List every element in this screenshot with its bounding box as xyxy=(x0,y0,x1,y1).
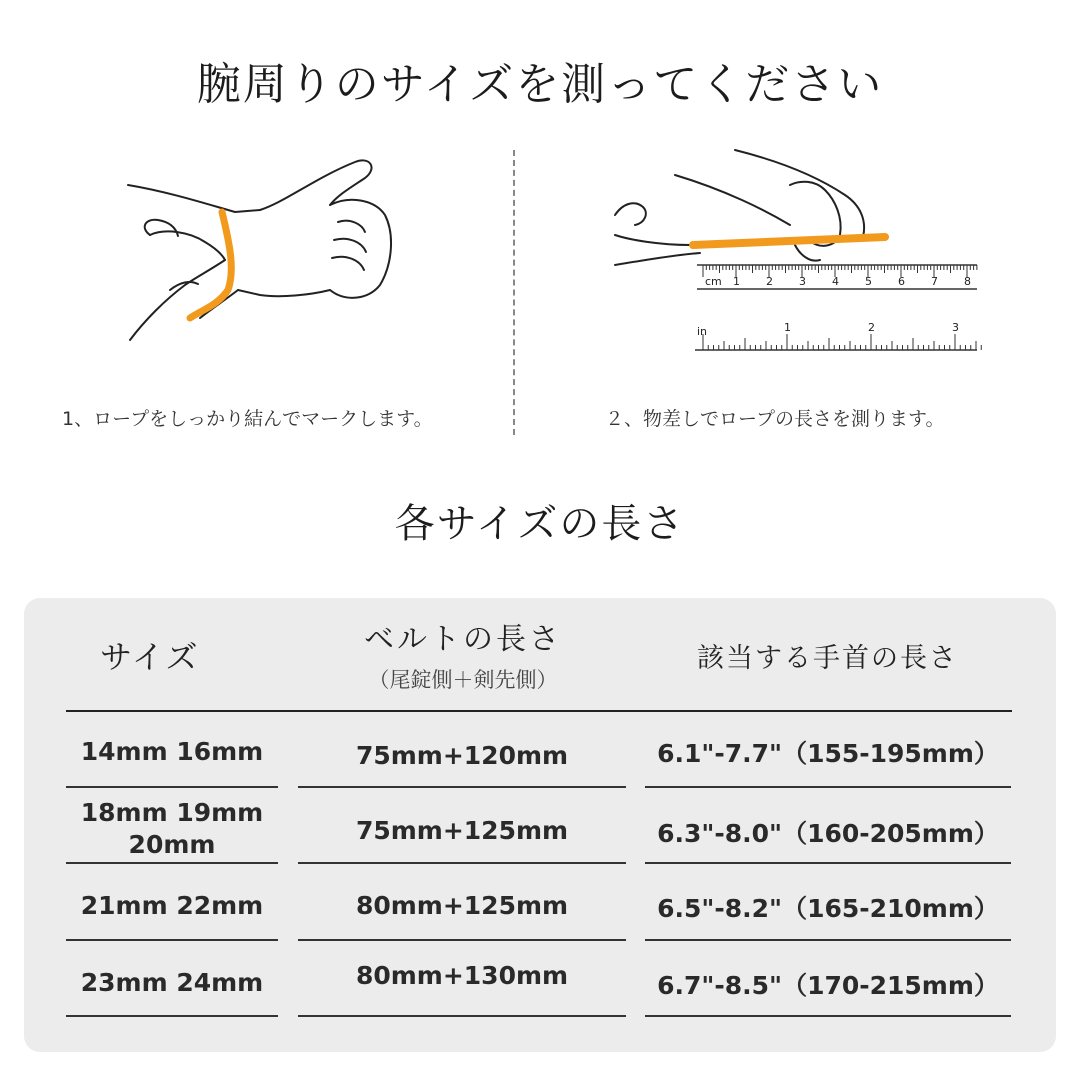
page-title: 腕周りのサイズを測ってください xyxy=(196,59,884,110)
row-divider xyxy=(298,862,626,864)
header-divider xyxy=(66,710,1012,712)
row2-belt: 75mm+125mm xyxy=(355,816,569,845)
cm-tick-label: 1 xyxy=(733,275,740,288)
step1-caption: 1、ロープをしっかり結んでマークします。 xyxy=(62,408,433,430)
section-title: 各サイズの長さ xyxy=(394,501,686,547)
header-belt-length: ベルトの長さ xyxy=(364,622,562,657)
row3-size: 21mm 22mm xyxy=(80,891,264,920)
row-divider xyxy=(66,862,278,864)
row-divider xyxy=(66,939,278,941)
cm-tick-label: 7 xyxy=(931,275,938,288)
row1-belt: 75mm+120mm xyxy=(355,741,569,770)
row4-belt: 80mm+130mm xyxy=(355,961,569,990)
row-divider xyxy=(645,862,1011,864)
row-divider xyxy=(66,786,278,788)
row2-wrist: 6.3"-8.0"（160-205mm） xyxy=(657,819,999,848)
row-divider xyxy=(645,786,1011,788)
section-divider xyxy=(513,150,515,435)
inch-tick-label: 3 xyxy=(952,321,959,334)
cm-tick-label: 3 xyxy=(799,275,806,288)
row2-size: 18mm 19mm xyxy=(80,798,264,827)
cm-tick-label: 2 xyxy=(766,275,773,288)
row-divider xyxy=(298,939,626,941)
row3-belt: 80mm+125mm xyxy=(355,891,569,920)
inch-ruler xyxy=(695,321,981,350)
row2-size-line2: 20mm xyxy=(128,830,216,859)
ruler-measure-illustration xyxy=(605,145,990,370)
rope xyxy=(693,237,885,245)
row4-wrist: 6.7"-8.5"（170-215mm） xyxy=(657,971,999,1000)
header-wrist-length: 該当する手首の長さ xyxy=(697,643,958,674)
cm-unit-label: cm xyxy=(705,275,722,288)
cm-tick-label: 5 xyxy=(865,275,872,288)
row3-wrist: 6.5"-8.2"（165-210mm） xyxy=(657,894,999,923)
row1-wrist: 6.1"-7.7"（155-195mm） xyxy=(657,739,999,768)
header-belt-sub: （尾錠側＋剣先側） xyxy=(368,668,558,692)
header-size: サイズ xyxy=(100,638,200,676)
inch-tick-label: 1 xyxy=(784,321,791,334)
inch-unit-label: in xyxy=(697,325,708,338)
row1-size: 14mm 16mm xyxy=(80,737,264,766)
row-divider xyxy=(298,1015,626,1017)
inch-tick-label: 2 xyxy=(868,321,875,334)
cm-tick-label: 6 xyxy=(898,275,905,288)
row-divider xyxy=(645,939,1011,941)
row4-size: 23mm 24mm xyxy=(80,968,264,997)
wrist-rope-illustration xyxy=(110,150,410,350)
cm-tick-label: 8 xyxy=(964,275,971,288)
step2-caption: ２、物差しでロープの長さを測ります。 xyxy=(605,408,945,430)
cm-ruler xyxy=(697,265,977,289)
row-divider xyxy=(66,1015,278,1017)
rope xyxy=(190,212,231,318)
row-divider xyxy=(298,786,626,788)
row-divider xyxy=(645,1015,1011,1017)
cm-tick-label: 4 xyxy=(832,275,839,288)
